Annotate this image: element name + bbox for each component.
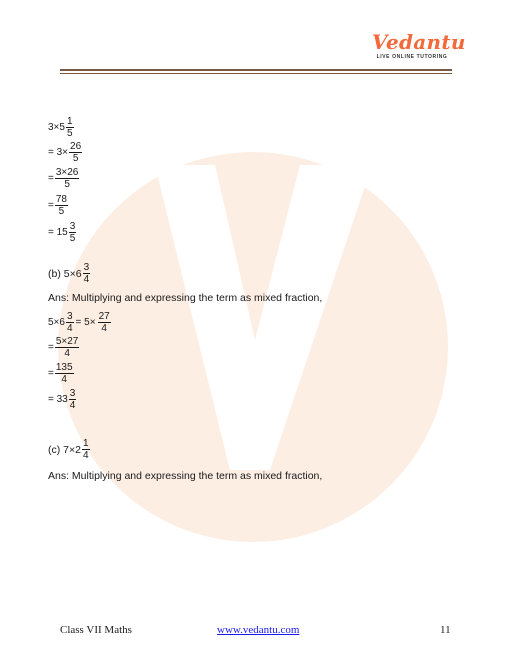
header-rule bbox=[60, 69, 452, 71]
math-line: = 33 $\frac{3}{4}$ bbox=[48, 388, 76, 411]
page-number: 11 bbox=[440, 624, 451, 636]
math-line: 5×6 $\frac{3}{4}$ = 5× $\frac{27}{4}$ bbox=[48, 311, 110, 334]
answer-text: Ans: Multiplying and expressing the term as mixed fraction, bbox=[48, 292, 323, 304]
fraction: $\frac{3}{5}$ bbox=[69, 221, 76, 244]
footer-class-label: Class VII Maths bbox=[60, 624, 132, 636]
fraction: $\frac{5\times 27}{4}$ bbox=[55, 336, 79, 359]
math-line: = 3× $\frac{26}{5}$ bbox=[48, 141, 82, 164]
math-line: = 15 $\frac{3}{5}$ bbox=[48, 221, 76, 244]
fraction: $\frac{1}{5}$ bbox=[66, 116, 73, 139]
header-rule-thin bbox=[60, 73, 452, 74]
fraction: $\frac{26}{5}$ bbox=[70, 141, 82, 164]
math-line: = $\frac{3\times 26}{5}$ bbox=[48, 167, 79, 190]
footer-website-link[interactable]: www.vedantu.com bbox=[217, 624, 300, 636]
logo-wordmark: Vedantu bbox=[372, 30, 466, 54]
math-line: 3×5 $\frac{1}{5}$ bbox=[48, 116, 73, 139]
fraction: $\frac{78}{5}$ bbox=[55, 194, 67, 217]
question-c: (c) 7×2 $\frac{1}{4}$ bbox=[48, 438, 89, 461]
math-line: = $\frac{5\times 27}{4}$ bbox=[48, 336, 79, 359]
answer-text: Ans: Multiplying and expressing the term as mixed fraction, bbox=[48, 470, 323, 482]
vedantu-logo bbox=[372, 30, 466, 60]
fraction: $\frac{3\times 26}{5}$ bbox=[55, 167, 79, 190]
math-line: = $\frac{78}{5}$ bbox=[48, 194, 67, 217]
fraction: $\frac{27}{4}$ bbox=[98, 311, 110, 334]
fraction: $\frac{3}{4}$ bbox=[69, 388, 76, 411]
fraction: $\frac{3}{4}$ bbox=[83, 262, 90, 285]
logo-tagline: LIVE ONLINE TUTORING bbox=[376, 54, 448, 60]
fraction: $\frac{135}{4}$ bbox=[55, 362, 73, 385]
math-line: = $\frac{135}{4}$ bbox=[48, 362, 73, 385]
fraction: $\frac{1}{4}$ bbox=[82, 438, 89, 461]
fraction: $\frac{3}{4}$ bbox=[66, 311, 73, 334]
question-b: (b) 5×6 $\frac{3}{4}$ bbox=[48, 262, 90, 285]
